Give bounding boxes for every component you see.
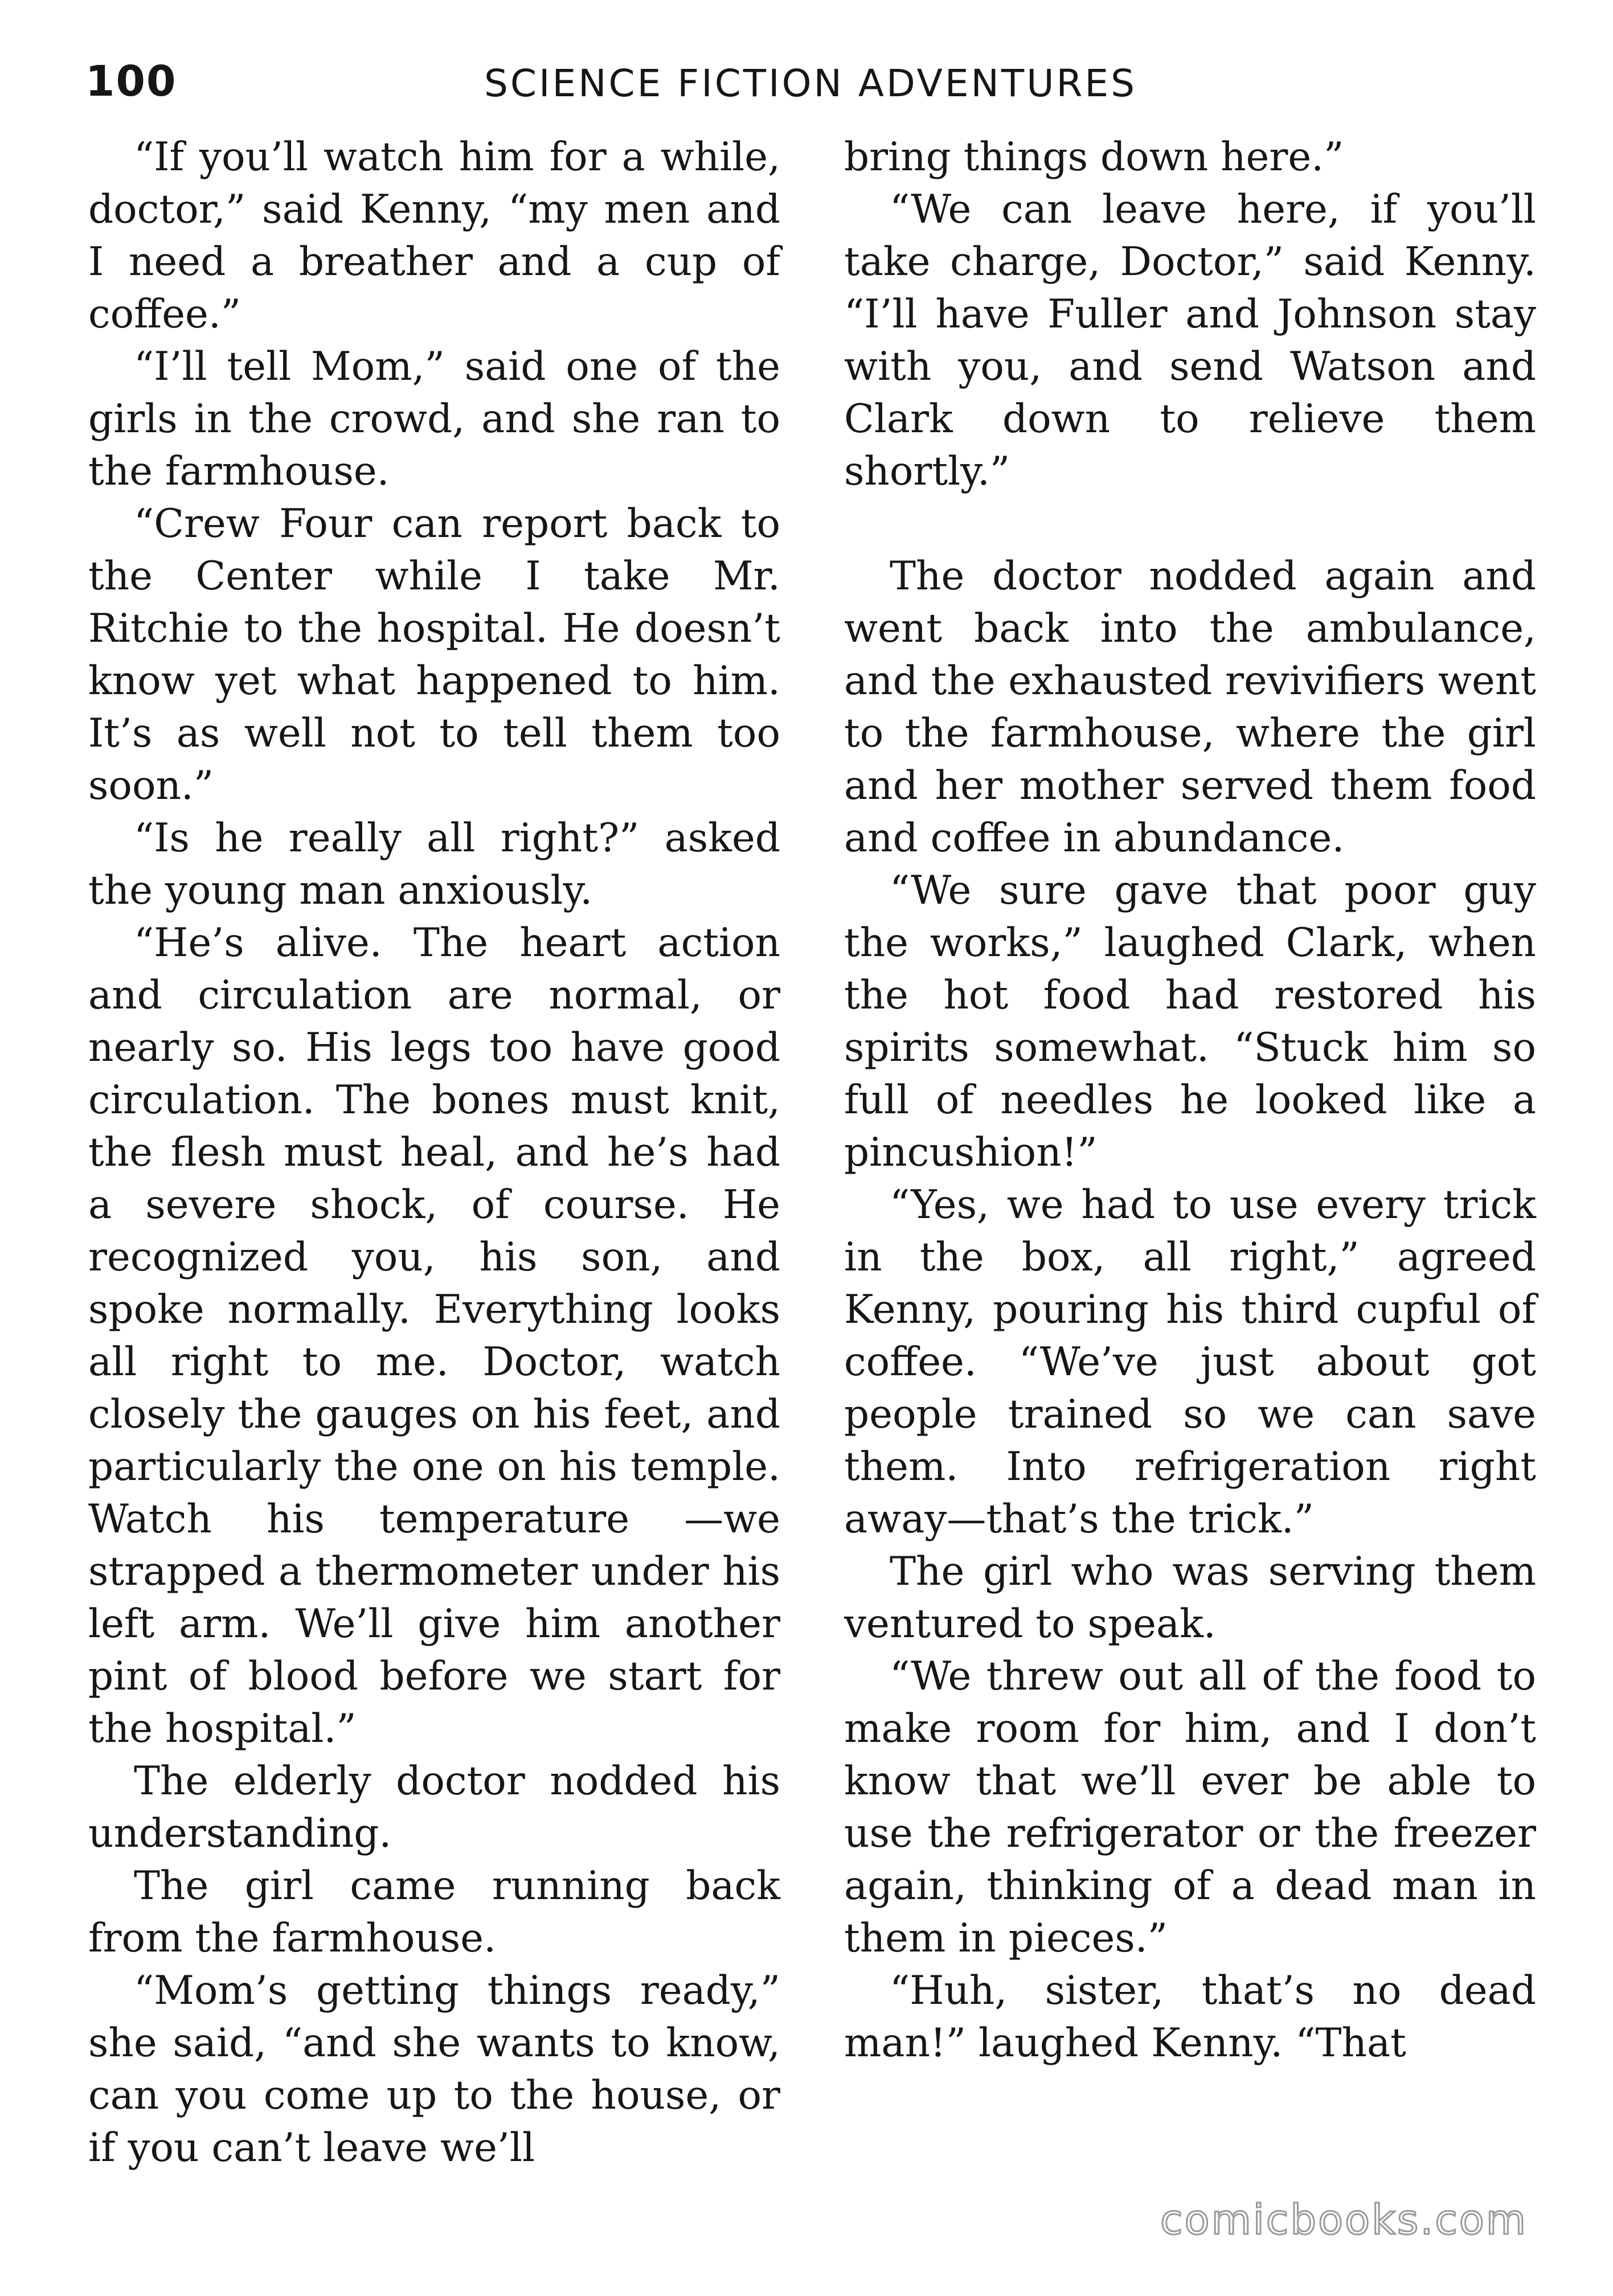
paragraph: The doctor nodded again and went back into the ambulance, and the exhausted revivifiers went to the farmhouse, where the girl and her mother served them food and coffee in abundance.: [844, 554, 1536, 861]
paragraph: “We can leave here, if you’ll take charge, Doctor,” said Kenny. “I’ll have Fuller and Johnson stay with you, and send Watson and Clark down to relieve them shortly.”: [844, 187, 1536, 494]
paragraph: “We threw out all of the food to make room for him, and I don’t know that we’ll ever be able to use the refrigerator or the freezer again, thinking of a dead man in them in pieces.”: [844, 1654, 1536, 1961]
paragraph: “Crew Four can report back to the Center while I take Mr. Ritchie to the hospital. He doesn’t know yet what happened to him. It’s as well not to tell them too soon.”: [88, 501, 780, 809]
paragraph: “If you’ll watch him for a while, doctor,” said Kenny, “my men and I need a breather and a cup of coffee.”: [88, 134, 780, 337]
paragraph: “Mom’s getting things ready,” she said, “and she wants to know, can you come up to the house, or if you can’t leave we’ll: [88, 1968, 780, 2171]
paragraph: “Is he really all right?” asked the young man anxiously.: [88, 815, 780, 913]
page-number: 100: [85, 57, 177, 106]
paragraph-continuation: bring things down here.”: [844, 134, 1344, 180]
left-column: [88, 131, 780, 2174]
paragraph: “Huh, sister, that’s no dead man!” laughed Kenny. “That: [844, 1968, 1536, 2066]
paragraph: “He’s alive. The heart action and circulation are normal, or nearly so. His legs too have good circulation. The bones must knit, the flesh must heal, and he’s had a severe shock, of course. He recognized you, his son, and spoke normally. Everything looks all right to me. Doctor, watch closely the gauges on his feet, and particularly the one on his temple. Watch his temperature —we strapped a thermometer under his left arm. We’ll give him another pint of blood before we start for the hospital.”: [88, 920, 780, 1752]
paragraph: The girl came running back from the farmhouse.: [88, 1863, 780, 1961]
section-break: [844, 498, 1536, 550]
watermark: comicbooks.com: [1160, 2196, 1528, 2244]
paragraph: “We sure gave that poor guy the works,” laughed Clark, when the hot food had restored his spirits somewhat. “Stuck him so full of needles he looked like a pincushion!”: [844, 868, 1536, 1175]
right-column: [844, 131, 1536, 2069]
page-header: [85, 57, 1528, 120]
paragraph: “Yes, we had to use every trick in the box, all right,” agreed Kenny, pouring his third cupful of coffee. “We’ve just about got people trained so we can save them. Into refrigeration right away—that’s the trick.”: [844, 1182, 1536, 1542]
running-head: SCIENCE FICTION ADVENTURES: [484, 62, 1137, 105]
paragraph: The girl who was serving them ventured to speak.: [844, 1549, 1536, 1647]
paragraph: The elderly doctor nodded his understanding.: [88, 1758, 780, 1856]
paragraph: “I’ll tell Mom,” said one of the girls in the crowd, and she ran to the farmhouse.: [88, 344, 780, 494]
